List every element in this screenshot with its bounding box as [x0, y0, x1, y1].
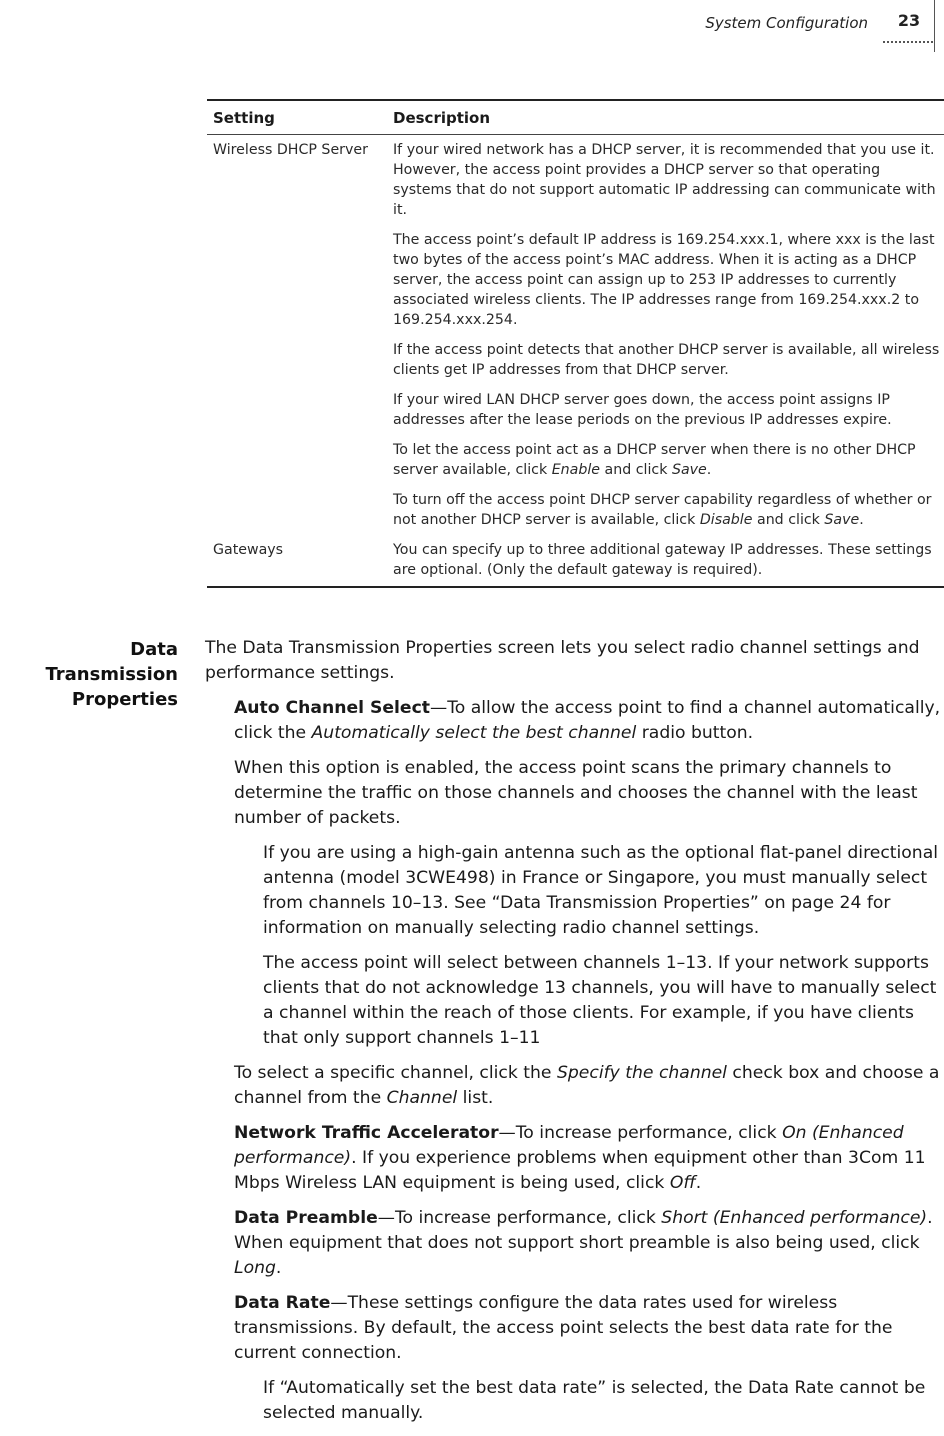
- save-option: Save: [671, 462, 707, 478]
- header-rule: [934, 0, 935, 52]
- setting-name: Wireless DHCP Server: [213, 142, 368, 158]
- data-rate-paragraph: Data Rate—These settings configure the data rates used for wireless transmissions. By default, the access point selects the best data rate for the current connection.: [234, 1293, 893, 1363]
- auto-channel-label: Auto Channel Select: [234, 698, 430, 718]
- description-paragraph: If your wired LAN DHCP server goes down, the access point assigns IP addresses after the lease periods on the previous IP addresses expire.: [393, 392, 892, 428]
- nta-on-option: On (Enhanced performance): [234, 1123, 904, 1168]
- intro-paragraph: The Data Transmission Properties screen lets you select radio channel settings and performance settings.: [205, 638, 920, 683]
- specify-channel-option: Specify the channel: [556, 1063, 727, 1083]
- nta-off-option: Off: [669, 1173, 696, 1193]
- preamble-long-option: Long: [234, 1258, 276, 1278]
- when-enabled-paragraph: When this option is enabled, the access point scans the primary channels to determine the traffic on those channels and chooses the channel with the least number of packets.: [234, 758, 918, 828]
- settings-table: [207, 99, 944, 588]
- description-paragraph: If your wired network has a DHCP server, it is recommended that you use it. However, the access point provides a DHCP server so that operating systems that do not support automatic IP addressing can communicate with it.: [393, 142, 936, 218]
- table-header-row: [207, 101, 944, 135]
- description-paragraph: The access point’s default IP address is 169.254.xxx.1, where xxx is the last two bytes of the access point’s MAC address. When it is acting as a DHCP server, the access point can assign up to 253 IP addresses to currently associated wireless clients. The IP addresses range from 169.254.xxx.2 to 169.254.xxx.254.: [393, 232, 935, 328]
- channels-note: The access point will select between channels 1–13. If your network supports clients that do not acknowledge 13 channels, you will have to manually select a channel within the reach of those clients. For example, if you have clients that only support channels 1–11: [263, 953, 937, 1048]
- data-rate-label: Data Rate: [234, 1293, 331, 1313]
- section-body: [205, 636, 941, 1436]
- setting-description: [393, 140, 944, 540]
- channel-list-option: Channel: [386, 1088, 458, 1108]
- data-rate-note: If “Automatically set the best data rate” is selected, the Data Rate cannot be selected manually.: [263, 1378, 926, 1423]
- table-row: [207, 135, 944, 540]
- description-paragraph-enable: To let the access point act as a DHCP server when there is no other DHCP server available, click Enable and click Save.: [393, 442, 916, 478]
- table-row: [207, 540, 944, 586]
- running-header-title: System Configuration: [705, 14, 868, 32]
- antenna-note: If you are using a high-gain antenna such as the optional flat-panel directional antenna (model 3CWE498) in France or Singapore, you must manually select from channels 10–13. See “Data Transmission Properties” on page 24 for information on manually selecting radio channel settings.: [263, 843, 939, 938]
- specific-channel-paragraph: To select a specific channel, click the Specify the channel check box and choose a channel from the Channel list.: [234, 1063, 940, 1108]
- nta-label: Network Traffic Accelerator: [234, 1123, 499, 1143]
- description-paragraph: If the access point detects that another DHCP server is available, all wireless clients get IP addresses from that DHCP server.: [393, 342, 940, 378]
- section-heading: Data Transmission Properties: [45, 639, 178, 710]
- setting-description: [393, 540, 944, 580]
- auto-channel-paragraph: Auto Channel Select—To allow the access point to find a channel automatically, click the Automatically select the best channel radio button.: [234, 698, 941, 743]
- description-paragraph-disable: To turn off the access point DHCP server capability regardless of whether or not another DHCP server is available, click Disable and click Save.: [393, 492, 932, 528]
- auto-channel-option: Automatically select the best channel: [311, 723, 637, 743]
- page-number: 23: [897, 11, 921, 30]
- table-bottom-rule: [207, 586, 944, 588]
- preamble-paragraph: Data Preamble—To increase performance, click Short (Enhanced performance). When equipment that does not support short preamble is also being used, click Long.: [234, 1208, 933, 1278]
- column-header-description: Description: [393, 108, 491, 127]
- description-paragraph: You can specify up to three additional gateway IP addresses. These settings are optional. (Only the default gateway is required).: [393, 542, 932, 578]
- preamble-short-option: Short (Enhanced performance): [661, 1208, 928, 1228]
- preamble-label: Data Preamble: [234, 1208, 378, 1228]
- nta-paragraph: Network Traffic Accelerator—To increase performance, click On (Enhanced performance). If you experience problems when equipment other than 3Com 11 Mbps Wireless LAN equipment is being used, click Off.: [234, 1123, 926, 1193]
- enable-option: Enable: [551, 462, 601, 478]
- save-option: Save: [824, 512, 860, 528]
- setting-name: Gateways: [213, 542, 284, 558]
- header-dotted-rule: [883, 41, 933, 43]
- column-header-setting: Setting: [213, 108, 275, 127]
- disable-option: Disable: [699, 512, 753, 528]
